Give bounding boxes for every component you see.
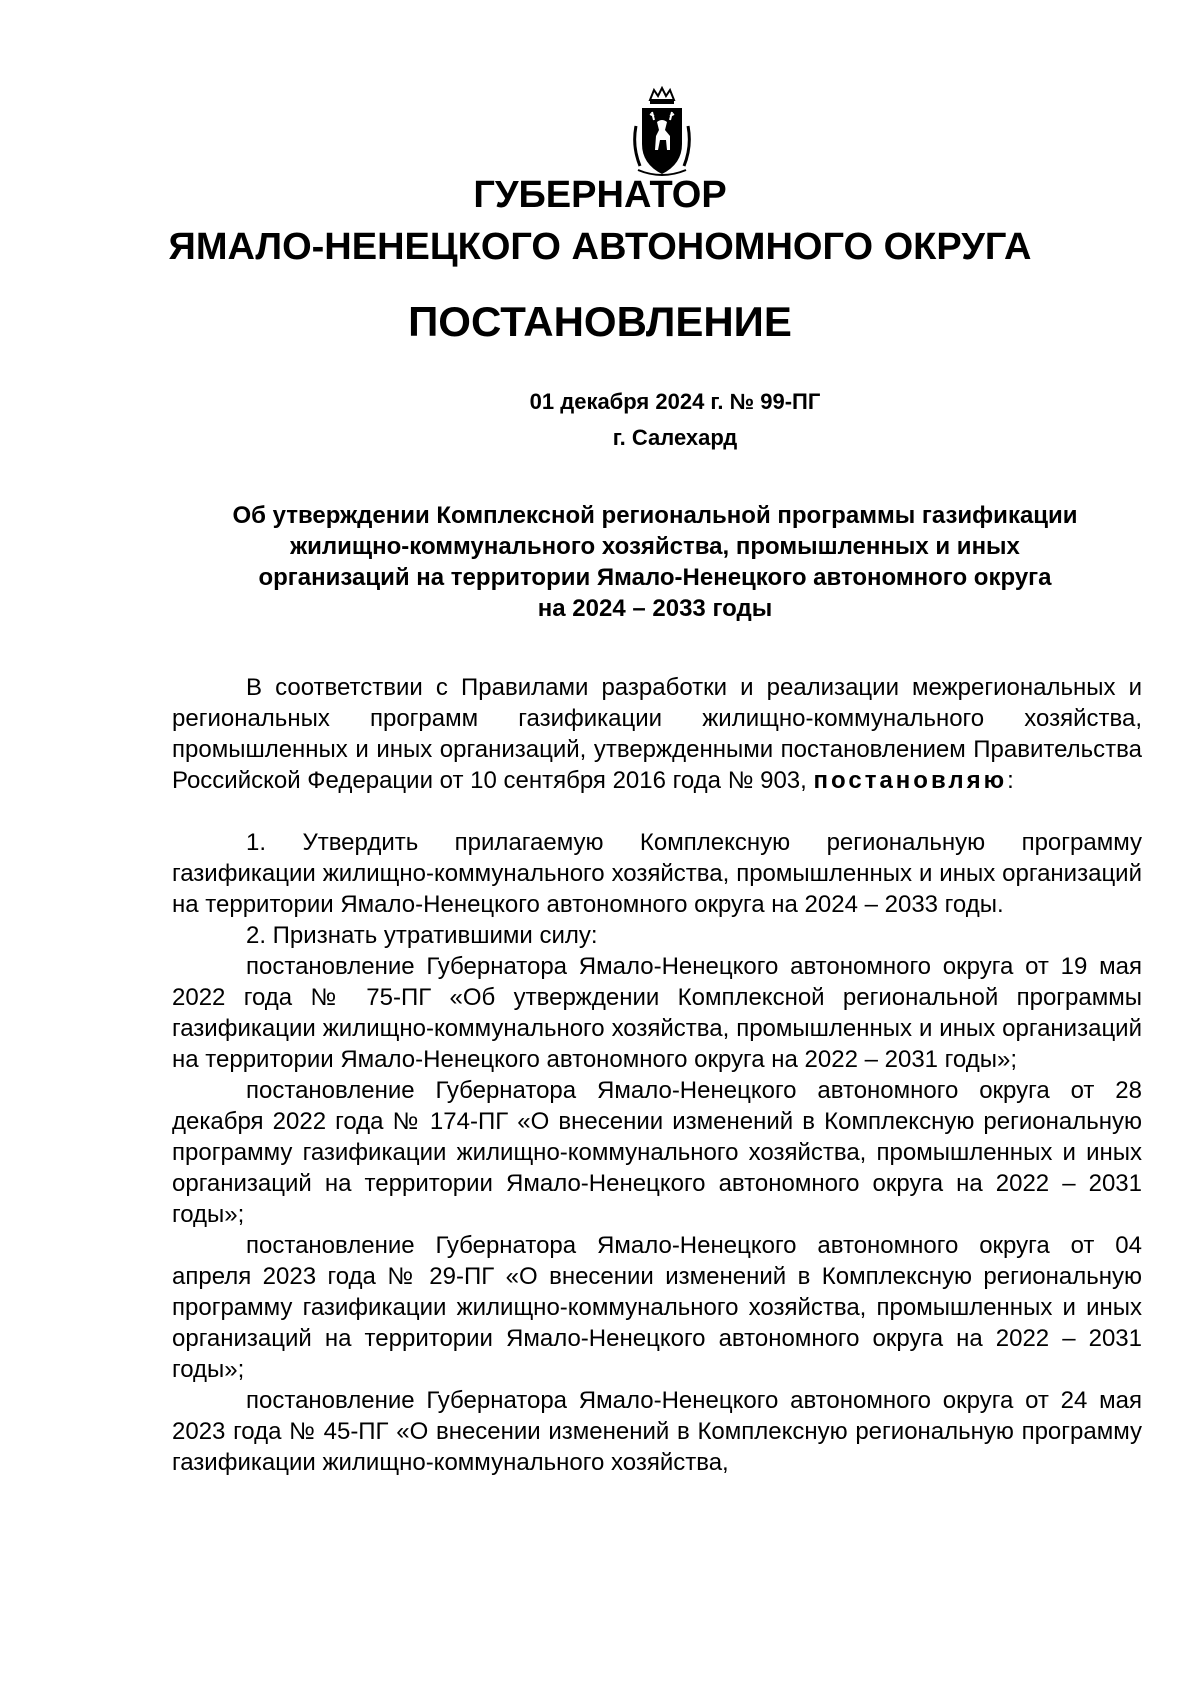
subject-line: Об утверждении Комплексной региональной программы газификации	[232, 502, 1078, 529]
item-2-paragraph: 2. Признать утратившими силу:	[246, 922, 598, 949]
preamble-text: В соответствии с Правилами разработки и реализации межрегиональных и региональных программ газификации жилищно-коммунального хозяйства, промышленных и иных организаций, утвержденными постановлением Правительства Российской Федерации от 10 сентября 2016 года № 903,	[172, 674, 1142, 794]
authority-title-line2: ЯМАЛО-НЕНЕЦКОГО АВТОНОМНОГО ОКРУГА	[168, 226, 1032, 268]
repealed-decree-paragraph: постановление Губернатора Ямало-Ненецкого автономного округа от 04 апреля 2023 года № 29-ПГ «О внесении изменений в Комплексную региональную программу газификации жилищно-коммунального хозяйства, промышленных и иных организаций на территории Ямало-Ненецкого автономного округа на 2022 – 2031 годы»;	[172, 1232, 1142, 1383]
preamble-paragraph	[172, 672, 1142, 796]
subject-line: на 2024 – 2033 годы	[537, 595, 773, 622]
date-and-number: 01 декабря 2024 г. № 99-ПГ	[529, 389, 821, 414]
coat-of-arms-icon	[630, 86, 694, 178]
document-body	[172, 672, 1142, 1478]
decree-colon: :	[1007, 767, 1014, 794]
repealed-decree-paragraph: постановление Губернатора Ямало-Ненецкого автономного округа от 19 мая 2022 года № 75-ПГ «Об утверждении Комплексной региональной программы газификации жилищно-коммунального хозяйства, промышленных и иных организаций на территории Ямало-Ненецкого автономного округа на 2022 – 2031 годы»;	[172, 953, 1142, 1073]
subject-line: организаций на территории Ямало-Ненецкого автономного округа	[258, 564, 1052, 591]
authority-title-line1: ГУБЕРНАТОР	[473, 174, 727, 216]
document-subject	[170, 500, 1140, 624]
subject-line: жилищно-коммунального хозяйства, промышленных и иных	[290, 533, 1020, 560]
city: г. Салехард	[612, 425, 738, 450]
repealed-decree-paragraph: постановление Губернатора Ямало-Ненецкого автономного округа от 28 декабря 2022 года № 174-ПГ «О внесении изменений в Комплексную региональную программу газификации жилищно-коммунального хозяйства, промышленных и иных организаций на территории Ямало-Ненецкого автономного округа на 2022 – 2031 годы»;	[172, 1077, 1142, 1228]
document-type-title: ПОСТАНОВЛЕНИЕ	[408, 298, 792, 345]
item-1-paragraph: 1. Утвердить прилагаемую Комплексную региональную программу газификации жилищно-коммунального хозяйства, промышленных и иных организаций на территории Ямало-Ненецкого автономного округа на 2024 – 2033 годы.	[172, 829, 1142, 918]
decree-word: постановляю	[813, 767, 1008, 794]
repealed-decree-paragraph: постановление Губернатора Ямало-Ненецкого автономного округа от 24 мая 2023 года № 45-ПГ «О внесении изменений в Комплексную региональную программу газификации жилищно-коммунального хозяйства,	[172, 1387, 1142, 1476]
